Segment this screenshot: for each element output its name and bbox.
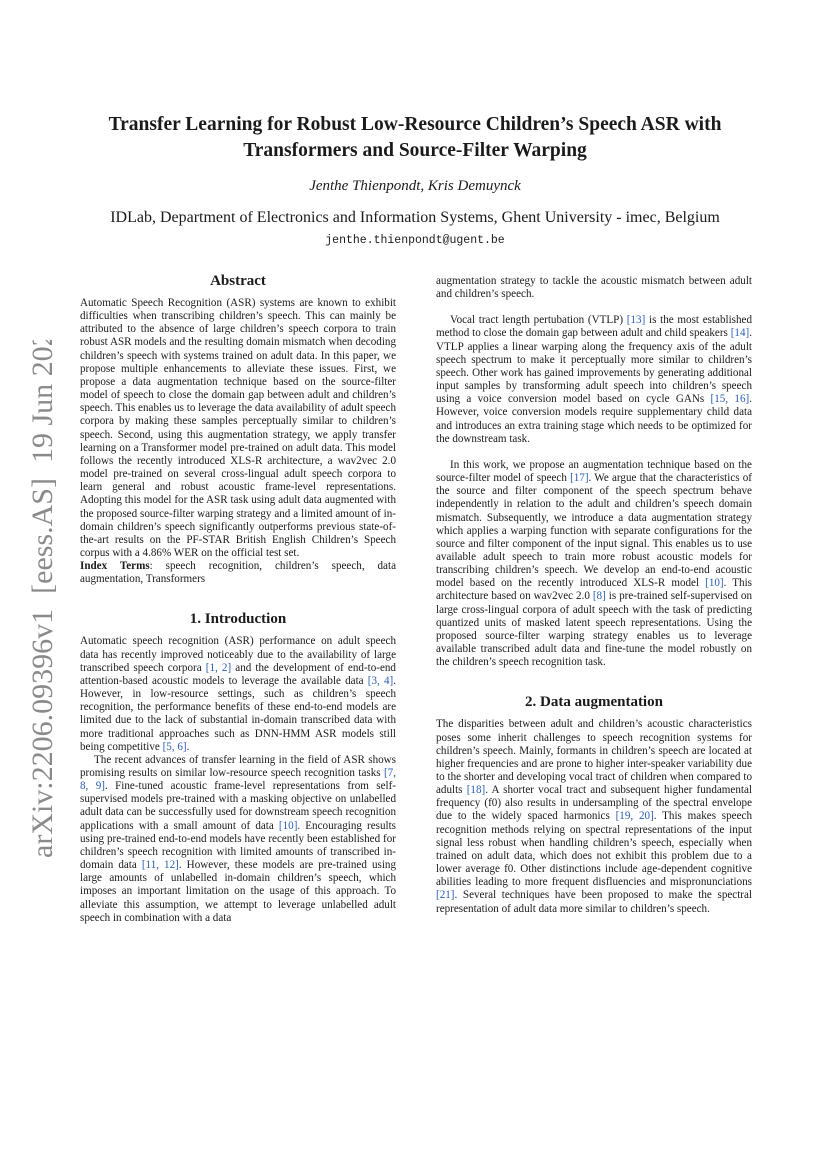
citation-link[interactable]: [11, 12] [141,859,179,872]
index-terms [80,560,396,586]
citation-link[interactable]: [10] [705,577,724,590]
arxiv-identifier-stamp [14,340,66,860]
citation-link[interactable]: [17] [570,472,589,485]
left-column [80,272,396,925]
index-terms-text: : speech recognition, children’s speech, data augmentation, Transformers [80,560,396,586]
citation-link[interactable]: [7, 8, 9] [80,767,396,793]
affiliation: IDLab, Department of Electronics and Information Systems, Ghent University - imec, Belgium [110,209,720,226]
section-1-heading: 1. Introduction [189,611,287,628]
intro-paragraph-4: In this work, we propose an augmentation technique based on the source-filter model of speech [17]. We argue that the characteristics of the source and filter component of the speech spectrum behave independently in relation to the adult and children’s speech domain mismatch. Subsequently, we introduce a data augmentation strategy which applies a warping function with separate configurations for the source and filter component of the input signal. This enables us to use available adult speech to train more robust acoustic models for transcribing children’s speech. We develop an end-to-end acoustic model based on the recently introduced XLS-R model [10]. This architecture based on wav2vec 2.0 [8] is pre-trained self-supervised on large cross-lingual corpora of adult speech with the task of predicting quantized units of masked latent speech representations. Using the proposed source-filter warping strategy enables us to leverage available transcribed adult data and fine-tune the model robustly on the children’s speech recognition task. [436,458,752,669]
index-terms-label: Index Terms [80,560,150,573]
data-augmentation-paragraph-1: The disparities between adult and children’s acoustic characteristics poses some inherit challenges to speech recognition systems for children’s speech. Mainly, formants in children’s speech are located at higher frequencies and are prone to higher inter-speaker variability due to the shorter and developing vocal tract of children when compared to adults [18]. A shorter vocal tract and subsequent higher fundamental frequency (f0) also results in undersampling of the spectral envelope due to the widely spaced harmonics [19, 20]. This makes speech recognition methods relying on spectral representations of the input signal less robust when handling children’s speech, especially when trained on adult data, which does not exhibit this problem due to a lower average f0. Other distinctions include age-dependent cognitive abilities leading to more frequent disfluencies and mispronunciations [21]. Several techniques have been proposed to make the spectral representation of adult data more similar to children’s speech. [436,718,752,915]
intro-paragraph-3: Vocal tract length pertubation (VTLP) [13] is the most established method to close the domain gap between adult and child speakers [14]. VTLP applies a linear warping along the frequency axis of the adult speech spectrum to make it perceptually more similar to children’s speech. Other work has gained improvements by generating additional input samples by transforming adult speech into children’s speech using a voice conversion model based on cycle GANs [15, 16]. However, voice conversion models require supplementary child data and introduces an extra training stage which needs to be optimized for the downstream task. [436,314,752,445]
citation-link[interactable]: [8] [592,590,606,603]
section-2-heading: 2. Data augmentation [525,694,663,711]
intro-paragraph-2-continued: augmentation strategy to tackle the acoustic mismatch between adult and children’s speech. [436,275,752,301]
citation-link[interactable]: [5, 6] [162,740,187,753]
right-column [436,275,752,916]
arxiv-stamp-text: arXiv:2206.09396v1 [eess.AS] 19 Jun 2022 [26,340,59,858]
citation-link[interactable]: [13] [626,314,646,327]
intro-paragraph-1: Automatic speech recognition (ASR) performance on adult speech data has recently improved noticeably due to the availability of large transcribed speech corpora [1, 2] and the development of end-to-end attention-based acoustic models to leverage the available data [3, 4]. However, in low-resource settings, such as children’s speech recognition, the performance benefits of these end-to-end models are limited due to the lack of substantial in-domain transcribed data with more traditional approaches such as DNN-HMM ASR models still being competitive [5, 6]. [80,635,396,753]
intro-paragraph-2: The recent advances of transfer learning in the field of ASR shows promising results on similar low-resource speech recognition tasks [7, 8, 9]. Fine-tuned acoustic frame-level representations from self-supervised models pre-trained with a masking objective on unlabelled adult data can be successfully used for downstream speech recognition applications with a small amount of data [10]. Encouraging results using pre-trained end-to-end models have recently been established for children’s speech recognition with limited amounts of transcribed in-domain data [11, 12]. However, these models are pre-trained using large amounts of unlabelled in-domain children’s speech, which imposes an important limitation on the usage of this approach. To alleviate this assumption, we attempt to leverage unlabelled adult speech in combination with a data [80,753,397,924]
title-line-2: Transformers and Source-Filter Warping [243,140,587,161]
citation-link[interactable]: [18] [466,784,486,797]
citation-link[interactable]: [10] [278,819,298,832]
author-email: jenthe.thienpondt@ugent.be [325,234,505,247]
abstract-heading: Abstract [210,273,266,289]
title-line-1: Transfer Learning for Robust Low-Resource Children’s Speech ASR with [108,114,722,135]
citation-link[interactable]: [14] [730,327,750,340]
citation-link[interactable]: [21] [436,889,455,902]
paper-title [70,112,760,164]
citation-link[interactable]: [19, 20] [615,810,654,823]
author-list: Jenthe Thienpondt, Kris Demuynck [309,178,521,194]
citation-link[interactable]: [1, 2] [205,661,232,674]
citation-link[interactable]: [15, 16] [710,393,750,406]
citation-link[interactable]: [3, 4] [367,674,394,687]
abstract-body: Automatic Speech Recognition (ASR) systems are known to exhibit difficulties when transcribing children’s speech. This can mainly be attributed to the absence of large children’s speech corpora to train robust ASR models and the resulting domain mismatch when decoding children’s speech with systems trained on adult data. In this paper, we propose multiple enhancements to alleviate these issues. First, we propose a data augmentation technique based on the source-filter model of speech to close the domain gap between adult and children’s speech. This enables us to leverage the data availability of adult speech corpora by making these samples perceptually similar to children’s speech. Second, using this augmentation strategy, we apply transfer learning on a Transformer model pre-trained on adult data. This model follows the recently introduced XLS-R architecture, a wav2vec 2.0 model pre-trained on several cross-lingual adult speech corpora to learn general and robust acoustic frame-level representations. Adopting this model for the ASR task using adult data augmented with the proposed source-filter warping strategy and a limited amount of in-domain children’s speech significantly outperforms previous state-of-the-art results on the PF-STAR British English Children’s Speech corpus with a 4.86% WER on the official test set. [80,297,396,559]
